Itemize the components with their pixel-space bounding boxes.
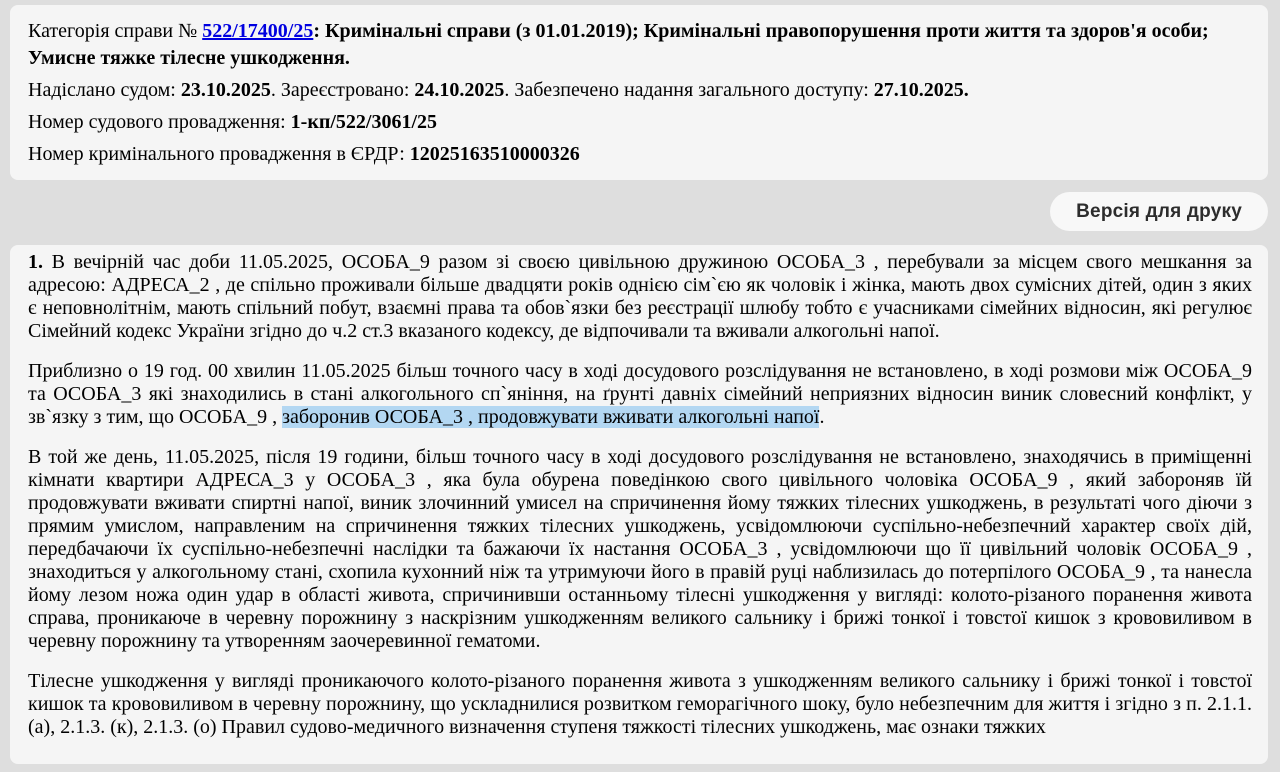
erdr-number-line [28, 141, 1248, 168]
text-segment: 23.10.2025 [180, 79, 271, 101]
paragraph-3 [28, 446, 1252, 653]
text-segment: В той же день, 11.05.2025, після 19 години, більш точного часу в ході досудового розслідування не встановлено, знаходячись в приміщенні кімнати квартири АДРЕСА_3 у ОСОБА_3 , яка була обурена поведінкою свого цивільного чоловіка ОСОБА_9 , який забороняв їй продовжувати вживати спиртні напої, виник злочинний умисел на спричинення йому тяжких тілесних ушкоджень, в результаті чого діючи з прямим умислом, направленим на спричинення тяжких тілесних ушкоджень, усвідомлюючи суспільно-небезпечний характер своїх дій, передбачаючи їх суспільно-небезпечні наслідки та бажаючи їх настання ОСОБА_3 , усвідомлюючи що її цивільний чоловік ОСОБА_9 , знаходиться у алкогольному стані, схопила кухонний ніж та утримуючи його в правій руці наблизилась до потерпілого ОСОБА_9 , та нанесла йому лезом ножа один удар в області живота, спричинивши останньому тілесні ушкодження у вигляді: колото-різаного поранення живота справа, проникаюче в черевну порожнину з наскрізним ушкодженням великого сальнику і брижі тонкої і товстої кишок з крововиливом в черевну порожнину та утворенням заочеревинної гематоми. [28, 446, 1252, 652]
text-segment: Надіслано судом: [28, 79, 181, 101]
text-segment: Номер судового провадження: [28, 111, 291, 133]
text-segment: Тілесне ушкодження у вигляді проникаючого колото-різаного поранення живота з ушкодженням великого сальнику і брижі тонкої і товстої кишок та крововиливом в черевну порожнину, що ускладнилися розвитком геморагічного шоку, було небезпечним для життя і згідно з п. 2.1.1. (а), 2.1.3. (к), 2.1.3. (о) Правил судово-медичного визначення ступеня тяжкості тілесних ушкоджень, має ознаки тяжких [28, 670, 1252, 738]
decision-text-card [10, 245, 1268, 764]
text-segment: Приблизно о 19 год. 00 хвилин 11.05.2025 більш точного часу в ході досудового розслідування не встановлено, в ході розмови між ОСОБА_9 та ОСОБА_3 які знаходились в стані алкогольного сп`яніння, на ґрунті давніх сімейний неприязних відносин виник словесний конфлікт, у зв`язку з тим, що ОСОБА_9 , [28, 360, 1252, 428]
court-proceeding-number-line [28, 109, 1248, 136]
text-segment: . [819, 406, 825, 428]
text-segment: 24.10.2025 [414, 79, 505, 101]
case-dates-line [28, 77, 1248, 104]
text-segment: Номер кримінального провадження в ЄРДР: [28, 143, 410, 165]
selected-text: заборонив ОСОБА_3 , продовжувати вживати алкогольні напої [282, 406, 820, 428]
toolbar [1050, 192, 1268, 231]
paragraph-1 [28, 251, 1252, 343]
paragraph-4 [28, 670, 1252, 739]
text-segment: Категорія справи № [28, 20, 203, 42]
case-category-line [28, 18, 1248, 72]
text-segment: 1. [28, 251, 43, 273]
text-segment: В вечірній час доби 11.05.2025, ОСОБА_9 разом зі своєю цивільною дружиною ОСОБА_3 , перебували за місцем свого мешкання за адресою: АДРЕСА_2 , де спільно проживали більше двадцяти років однією сім`єю як чоловік і жінка, мають двох сумісних дітей, один з яких є неповнолітнім, мають спільний побут, взаємні права та обов`язки без реєстрації шлюбу тобто є учасниками сімейних відносин, які регулює Сімейний кодекс України згідно до ч.2 ст.3 вказаного кодексу, де відпочивали та вживали алкогольні напої. [28, 251, 1252, 342]
print-version-button[interactable]: Версія для друку [1050, 192, 1268, 231]
paragraph-2 [28, 360, 1252, 429]
text-segment: . Забезпечено надання загального доступу: [504, 79, 874, 101]
text-segment: : Кримінальні справи (з 01.01.2019); Кримінальні правопорушення проти життя та здоров'я особи; Умисне тяжке тілесне ушкодження. [28, 20, 1209, 69]
text-segment: 27.10.2025. [873, 79, 969, 101]
case-number-link[interactable]: 522/17400/25 [202, 20, 314, 42]
case-header-card [10, 5, 1268, 180]
text-segment: 12025163510000326 [409, 143, 580, 165]
text-segment: . Зареєстровано: [270, 79, 415, 101]
text-segment: 1-кп/522/3061/25 [290, 111, 438, 133]
